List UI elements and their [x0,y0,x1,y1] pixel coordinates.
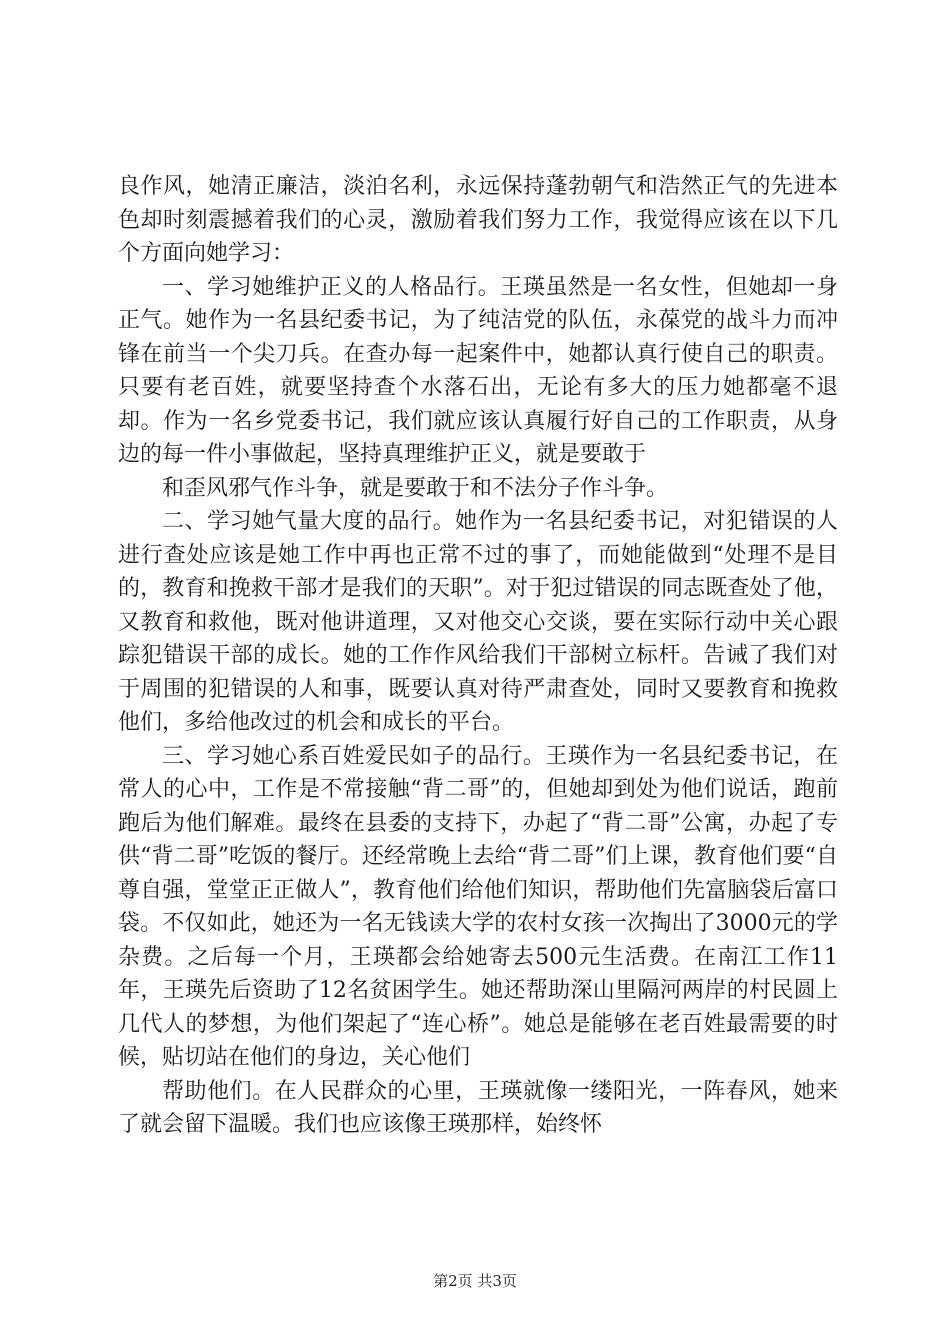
paragraph-point-one-continued: 和歪风邪气作斗争，就是要敢于和不法分子作斗争。 [162,475,669,501]
paragraph-point-one: 一、学习她维护正义的人格品行。王瑛虽然是一名女性，但她却一身正气。她作为一名县纪委书记，为了纯洁党的队伍，永葆党的战斗力而冲锋在前当一个尖刀兵。在查办每一起案件中，她都认真行使自己的职责。只要有老百姓，就要坚持查个水落石出，无论有多大的压力她都毫不退却。作为一名乡党委书记，我们就应该认真履行好自己的工作职责，从身边的每一件小事做起，坚持真理维护正义，就是要敢于 [118,274,838,467]
paragraph-intro: 良作风，她清正廉洁，淡泊名利，永远保持蓬勃朝气和浩然正气的先进本色却时刻震撼着我们的心灵，激励着我们努力工作，我觉得应该在以下几个方面向她学习： [118,174,838,266]
page-footer [0,1270,950,1291]
paragraph-point-three-continued: 帮助他们。在人民群众的心里，王瑛就像一缕阳光，一阵春风，她来了就会留下温暖。我们也应该像王瑛那样，始终怀 [118,1078,838,1137]
paragraph-point-three: 三、学习她心系百姓爱民如子的品行。王瑛作为一名县纪委书记，在常人的心中，工作是不常接触“背二哥”的，但她却到处为他们说话，跑前跑后为他们解难。最终在县委的支持下，办起了“背二哥”公寓，办起了专供“背二哥”吃饭的餐厅。还经常晚上去给“背二哥”们上课，教育他们要“自尊自强，堂堂正正做人”，教育他们给他们知识，帮助他们先富脑袋后富口袋。不仅如此，她还为一名无钱读大学的农村女孩一次掏出了3000元的学杂费。之后每一个月，王瑛都会给她寄去500元生活费。在南江工作11年，王瑛先后资助了12名贫困学生。她还帮助深山里隔河两岸的村民圆上几代人的梦想，为他们架起了“连心桥”。她总是能够在老百姓最需要的时候，贴切站在他们的身边，关心他们 [118,743,838,1070]
page-number-label: 第2页 共3页 [433,1272,517,1290]
document-body [118,170,838,1142]
paragraph-point-two: 二、学习她气量大度的品行。她作为一名县纪委书记，对犯错误的人进行查处应该是她工作中再也正常不过的事了，而她能做到“处理不是目的，教育和挽救干部才是我们的天职”。对于犯过错误的同志既查处了他，又教育和救他，既对他讲道理，又对他交心交谈，要在实际行动中关心跟踪犯错误干部的成长。她的工作作风给我们干部树立标杆。告诫了我们对于周围的犯错误的人和事，既要认真对待严肃查处，同时又要教育和挽救他们，多给他改过的机会和成长的平台。 [118,509,838,735]
